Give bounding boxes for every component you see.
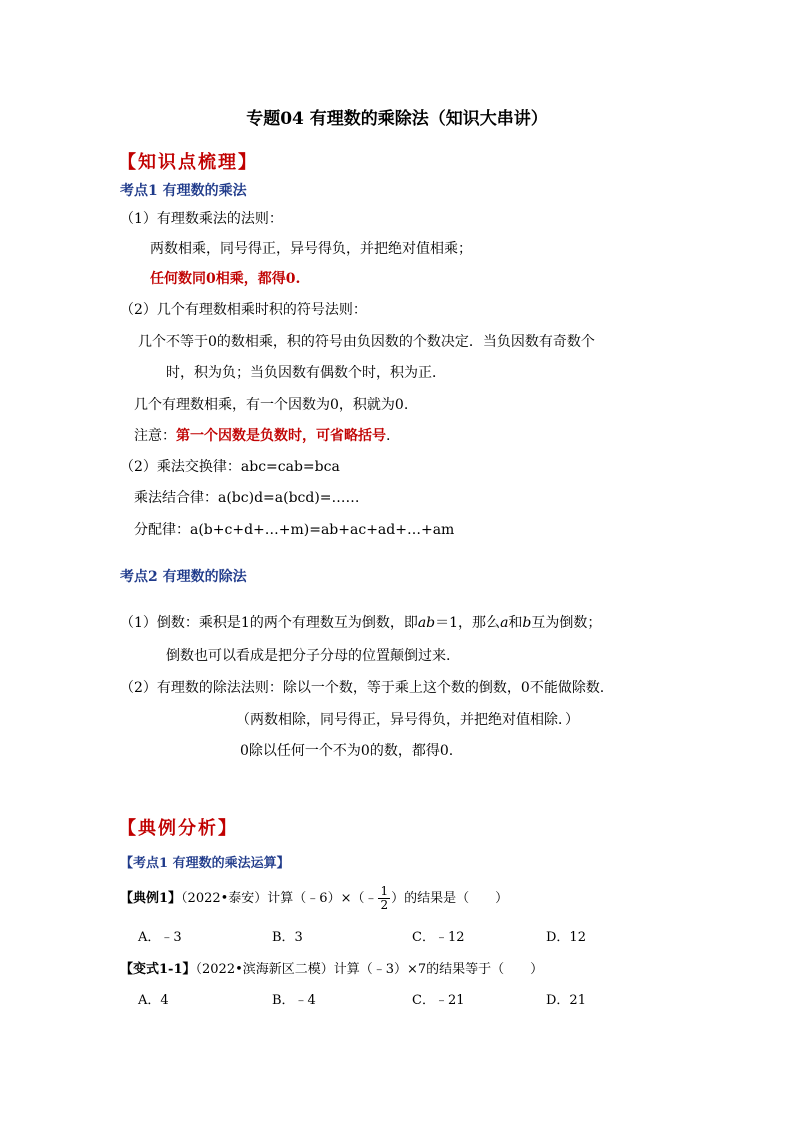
note-emphasis: 第一个因数是负数时，可省略括号 (176, 428, 386, 444)
kp1-line-3: 任何数同0相乘，都得0. (150, 271, 301, 287)
variant-1-1-label: 【变式1-1】 (120, 962, 196, 977)
kp2-l1-b: ＝1，那么 (435, 615, 501, 631)
page-title: 专题04 有理数的乘除法（知识大串讲） (246, 109, 548, 129)
kp2-l1-ab: ab (417, 615, 436, 631)
fraction-one-half (378, 885, 390, 912)
kp2-l1-var-b: b (522, 615, 532, 631)
kp2-line-2: 倒数也可以看成是把分子分母的位置颠倒过来. (166, 648, 451, 664)
variant-1-1-option-c: C．﹣21 (412, 993, 465, 1008)
kp1-line-9: （2）乘法交换律：abc=cab=bca (120, 459, 340, 475)
kp2-line-3: （2）有理数的除法法则：除以一个数，等于乘上这个数的倒数，0不能做除数. (120, 680, 605, 696)
kp2-line-4: （两数相除，同号得正，异号得负，并把绝对值相除．） (236, 712, 579, 728)
note-suffix: . (386, 428, 391, 444)
examples-kp1-heading: 【考点1 有理数的乘法运算】 (120, 856, 290, 871)
kp1-line-1: （1）有理数乘法的法则： (120, 211, 283, 227)
kp1-line-2: 两数相乘，同号得正，异号得负，并把绝对值相乘； (150, 241, 472, 257)
kp1-line-5: 几个不等于0的数相乘，积的符号由负因数的个数决定．当负因数有奇数个 (138, 334, 595, 350)
knowledge-section-header: 【知识点梳理】 (118, 152, 258, 173)
example-1-question (120, 885, 508, 912)
kp1-line-4: （2）几个有理数相乘时积的符号法则： (120, 302, 367, 318)
variant-1-1-text: （2022•滨海新区二模）计算（﹣3）×7的结果等于（ ） (195, 962, 544, 977)
variant-1-1-option-d: D．21 (546, 993, 586, 1008)
example-1-option-b: B．3 (272, 930, 303, 945)
example-1-text-a: （2022•泰安）计算（﹣6）×（﹣ (181, 891, 378, 906)
examples-section-header: 【典例分析】 (118, 818, 238, 839)
example-1-option-d: D．12 (546, 930, 586, 945)
kp1-line-11: 分配律：a(b+c+d+…+m)=ab+ac+ad+…+am (134, 522, 455, 538)
kp2-l1-var-a: a (500, 615, 509, 631)
kp2-line-5: 0除以任何一个不为0的数，都得0. (240, 743, 454, 759)
example-1-option-c: C．﹣12 (412, 930, 465, 945)
variant-1-1-option-a: A．4 (138, 993, 169, 1008)
kp1-line-8 (134, 425, 390, 445)
variant-1-1-option-b: B．﹣4 (272, 993, 316, 1008)
variant-1-1-question (120, 958, 543, 977)
kp1-heading: 考点1 有理数的乘法 (120, 183, 247, 199)
kp1-line-7: 几个有理数相乘，有一个因数为0，积就为0. (134, 397, 409, 413)
note-prefix: 注意： (134, 428, 176, 444)
kp2-l1-a: （1）倒数：乘积是1的两个有理数互为倒数，即 (120, 615, 418, 631)
example-1-label: 【典例1】 (120, 891, 182, 906)
kp1-line-6: 时，积为负；当负因数有偶数个时，积为正． (166, 365, 446, 381)
example-1-option-a: A．﹣3 (138, 930, 182, 945)
fraction-denominator: 2 (380, 898, 389, 912)
kp2-line-1 (120, 612, 601, 632)
kp1-line-10: 乘法结合律：a(bc)d=a(bcd)=…… (134, 490, 360, 506)
kp2-l1-d: 互为倒数； (531, 615, 602, 631)
example-1-text-b: ）的结果是（ ） (391, 891, 509, 906)
kp2-heading: 考点2 有理数的除法 (120, 569, 247, 585)
kp2-l1-c: 和 (508, 615, 523, 631)
fraction-numerator: 1 (380, 884, 389, 898)
